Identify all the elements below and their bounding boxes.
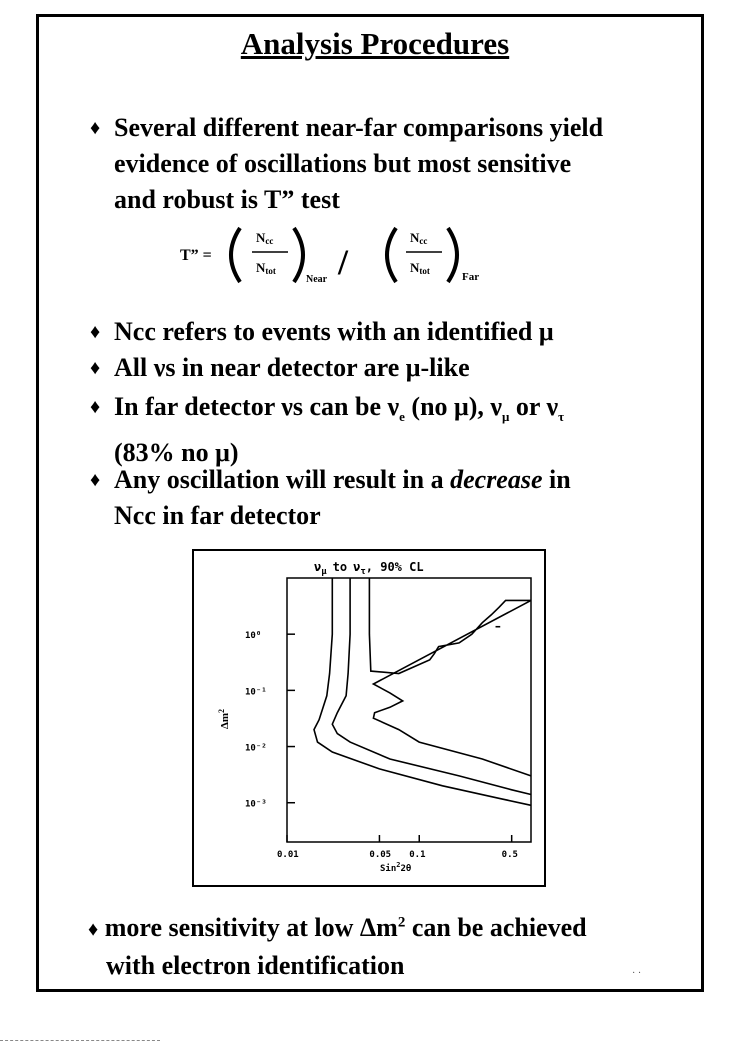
plot-title: $\nu_\mu$ to $\nu_\tau$, 90% CL bbox=[314, 560, 424, 577]
bullet-item-2 bbox=[90, 314, 700, 350]
bullet-line: In far detector νs can be $\nu_e$ (no μ), $\nu_\mu$ or $\nu_\tau$ bbox=[114, 392, 565, 425]
closing-line: more sensitivity at low $\Delta m^2$ can be achieved bbox=[104, 912, 587, 942]
diamond-bullet-icon: ♦ bbox=[90, 469, 101, 491]
diamond-bullet-icon: ♦ bbox=[90, 117, 101, 139]
bullet-line: (83% no μ) bbox=[114, 438, 239, 468]
x-tick-label: 0.1 bbox=[409, 850, 426, 860]
closing-bullet bbox=[88, 904, 708, 984]
near-denominator: Ntot bbox=[256, 260, 276, 276]
far-numerator: Ncc bbox=[410, 230, 428, 246]
bullet-line: and robust is T” test bbox=[114, 185, 340, 214]
plot-mark: – bbox=[494, 618, 501, 633]
bullet-line: evidence of oscillations but most sensitive bbox=[114, 149, 572, 178]
bullet-line: All νs in near detector are μ-like bbox=[114, 353, 470, 382]
page-title: Analysis Procedures bbox=[240, 26, 510, 61]
bullet-item-3 bbox=[90, 350, 700, 386]
y-tick-label: 10⁻³ bbox=[245, 799, 267, 810]
diamond-bullet-icon: ♦ bbox=[88, 918, 99, 941]
near-subscript: Near bbox=[306, 274, 328, 285]
exclusion-plot bbox=[194, 551, 544, 885]
bullet-item-1 bbox=[90, 110, 700, 218]
plot-axes-box bbox=[287, 578, 531, 842]
scan-artifact-line bbox=[0, 1040, 160, 1041]
near-numerator: Ncc bbox=[256, 230, 274, 246]
left-paren-icon bbox=[387, 228, 396, 282]
bullet-item-5 bbox=[90, 462, 700, 534]
far-denominator: Ntot bbox=[410, 260, 430, 276]
t-double-prime-formula bbox=[178, 222, 518, 286]
closing-line-2: with electron identification bbox=[106, 950, 405, 980]
left-paren-icon bbox=[231, 228, 240, 282]
bullet-line: Any oscillation will result in a decrease in bbox=[114, 465, 571, 494]
bullet-line: Several different near-far comparisons yield bbox=[114, 113, 604, 142]
division-slash: / bbox=[338, 242, 349, 282]
far-subscript: Far bbox=[462, 271, 480, 283]
formula-lhs: T” = bbox=[180, 247, 212, 264]
bullet-line: Ncc in far detector bbox=[114, 501, 321, 530]
x-axis-label: Sin$^2$2θ bbox=[380, 861, 412, 874]
right-paren-icon bbox=[294, 228, 303, 282]
exclusion-contour bbox=[369, 578, 531, 776]
diamond-bullet-icon: ♦ bbox=[90, 357, 101, 379]
bullet-line: Ncc refers to events with an identified μ bbox=[114, 317, 554, 346]
x-tick-label: 0.05 bbox=[369, 850, 392, 860]
exclusion-plot-frame bbox=[192, 549, 546, 887]
x-tick-label: 0.01 bbox=[277, 850, 299, 860]
y-tick-label: 10⁻² bbox=[245, 743, 267, 754]
y-axis-label: $\Delta m^2$ bbox=[217, 708, 231, 729]
scan-speck: · · bbox=[632, 968, 642, 979]
x-tick-label: 0.5 bbox=[501, 850, 518, 860]
right-paren-icon bbox=[448, 228, 457, 282]
y-tick-label: 10⁰ bbox=[245, 631, 262, 642]
diamond-bullet-icon: ♦ bbox=[90, 396, 101, 418]
y-tick-label: 10⁻¹ bbox=[245, 687, 267, 698]
bullet-item-4 bbox=[90, 389, 700, 471]
diamond-bullet-icon: ♦ bbox=[90, 321, 101, 343]
